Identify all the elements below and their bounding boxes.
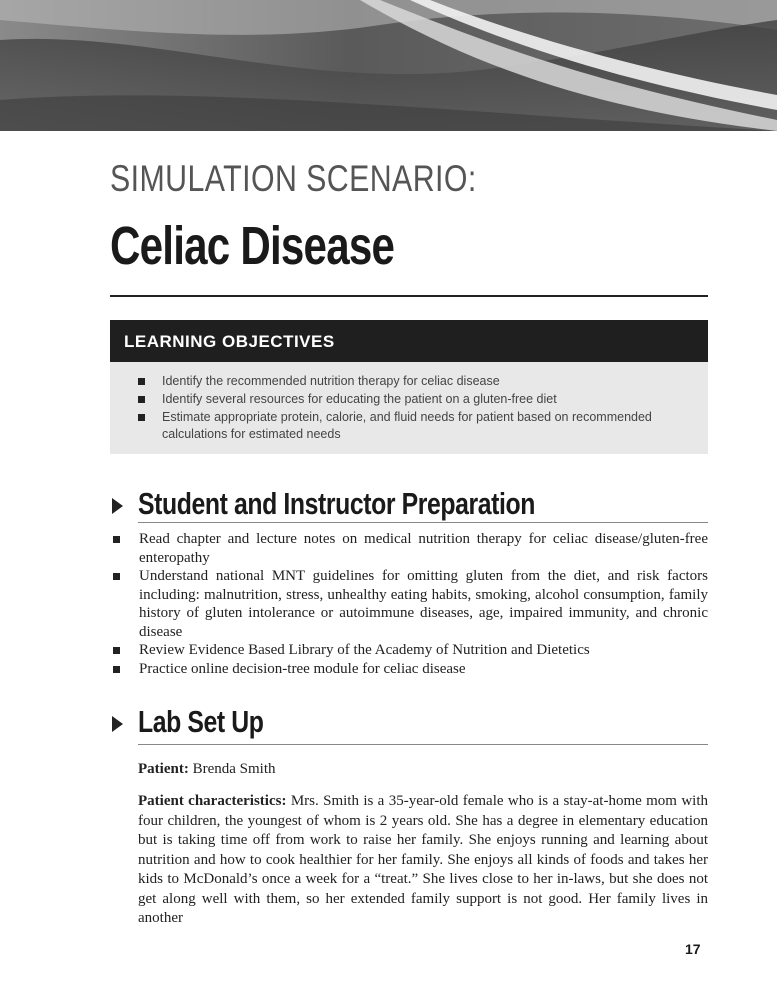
- square-bullet-icon: [138, 414, 145, 421]
- objective-text: Estimate appropriate protein, calorie, and fluid needs for patient based on recommended calculations for estimated needs: [162, 410, 652, 441]
- list-item: [138, 409, 688, 443]
- learning-objectives-body: [110, 362, 708, 454]
- learning-objectives-box: [110, 320, 708, 454]
- triangle-arrow-icon: [112, 498, 123, 514]
- square-bullet-icon: [113, 647, 120, 654]
- item-text: Review Evidence Based Library of the Academy of Nutrition and Dietetics: [139, 642, 590, 658]
- square-bullet-icon: [113, 536, 120, 543]
- list-item: [110, 641, 708, 660]
- patient-label: Patient:: [138, 761, 189, 777]
- square-bullet-icon: [113, 573, 120, 580]
- square-bullet-icon: [138, 396, 145, 403]
- learning-objectives-heading: LEARNING OBJECTIVES: [110, 320, 708, 362]
- list-item: [110, 567, 708, 641]
- list-item: [138, 373, 688, 390]
- decorative-banner: [0, 0, 777, 131]
- preparation-section-header: [110, 488, 708, 524]
- item-text: Understand national MNT guidelines for omitting gluten from the diet, and risk factors including: malnutrition, stress, unhealthy eating habits, smoking, alcohol consumption, family history of gluten intolerance or autoimmune diseases, age, impaired immunity, and chronic disease: [139, 568, 708, 640]
- page-number: 17: [685, 941, 701, 957]
- item-text: Read chapter and lecture notes on medical nutrition therapy for celiac disease/gluten-free enteropathy: [139, 531, 708, 566]
- objective-text: Identify the recommended nutrition therapy for celiac disease: [162, 374, 500, 388]
- section-heading: Lab Set Up: [138, 704, 264, 739]
- lab-setup-section-header: [110, 706, 708, 746]
- characteristics-text: Mrs. Smith is a 35-year-old female who is a stay-at-home mom with four children, the youngest of whom is 2 years old. She has a degree in elementary education but is taking time off from work to raise her family. She enjoys running and learning about nutrition and how to cook healthier for her family. She enjoys all kinds of foods and takes her kids to McDonald’s once a week for a “treat.” She lives close to her in-laws, but she does not get along well with them, so her extended family support is not good. Her family lives in another: [138, 793, 708, 926]
- patient-name: Brenda Smith: [188, 761, 276, 777]
- title-divider: [110, 295, 708, 297]
- list-item: [110, 660, 708, 679]
- square-bullet-icon: [113, 666, 120, 673]
- section-heading: Student and Instructor Preparation: [138, 486, 536, 521]
- objective-text: Identify several resources for educating the patient on a gluten-free diet: [162, 392, 557, 406]
- section-rule: [138, 744, 708, 745]
- preparation-list: [110, 530, 708, 678]
- title-block: [110, 158, 710, 276]
- list-item: [110, 530, 708, 567]
- section-rule: [138, 522, 708, 523]
- page-title: Celiac Disease: [110, 216, 395, 276]
- learning-objectives-list: [138, 373, 688, 443]
- triangle-arrow-icon: [112, 716, 123, 732]
- patient-characteristics-paragraph: [138, 792, 708, 929]
- square-bullet-icon: [138, 378, 145, 385]
- list-item: [138, 391, 688, 408]
- item-text: Practice online decision-tree module for celiac disease: [139, 660, 466, 677]
- characteristics-label: Patient characteristics:: [138, 793, 287, 809]
- patient-line: [138, 760, 708, 780]
- scenario-kicker: SIMULATION SCENARIO:: [110, 158, 477, 199]
